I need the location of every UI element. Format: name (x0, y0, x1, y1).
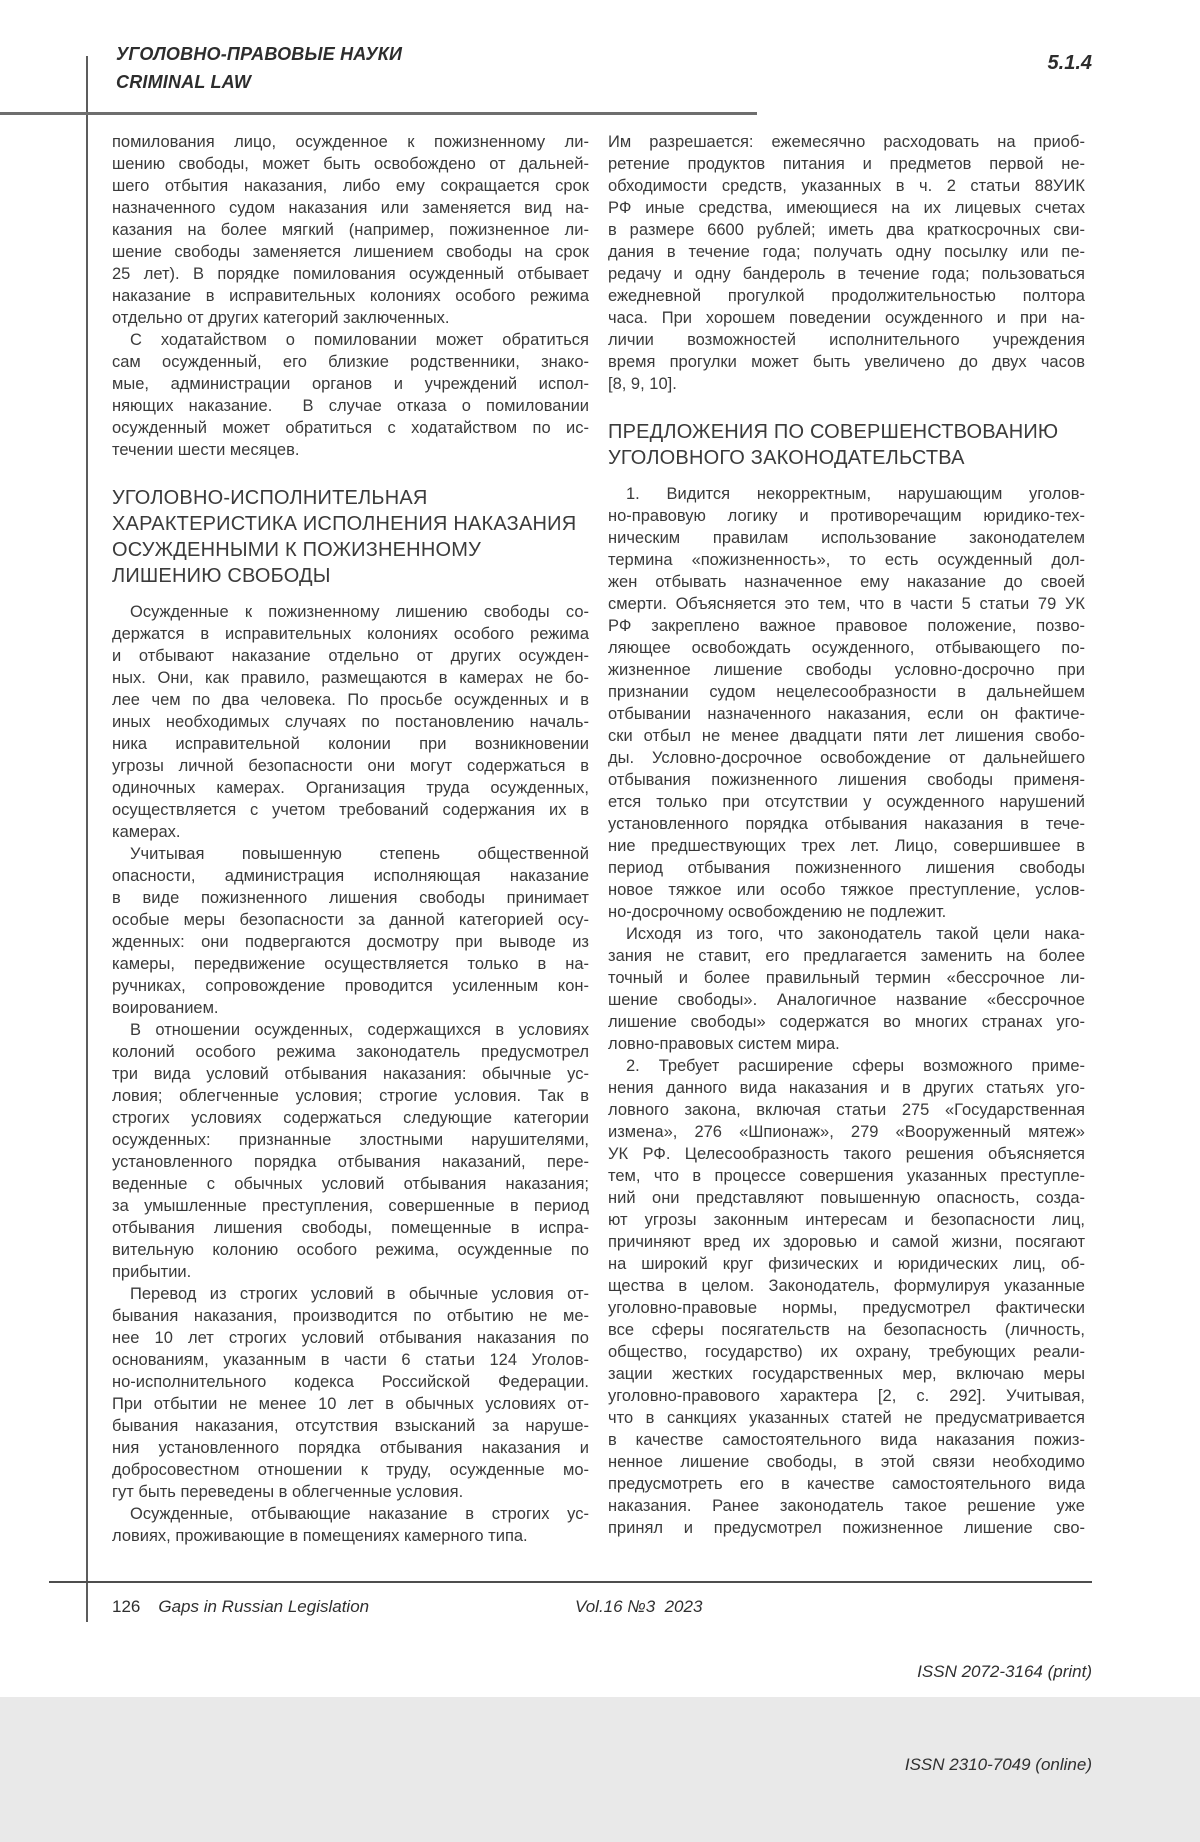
text-line: предусмотреть его в качестве самостоятельного вида (608, 1475, 1085, 1493)
paragraph (112, 1019, 589, 1283)
footer-divider-rule (49, 1581, 1092, 1583)
running-head (116, 40, 402, 96)
text-line: 1. Видится некорректным, нарушающим уголов- (626, 485, 1085, 503)
left-margin-rule (86, 56, 88, 1622)
text-line: ний они представляют повышенную опасность, созда- (608, 1189, 1085, 1207)
paragraph (608, 131, 1085, 395)
text-line: но-досрочному освобождению не подлежит. (608, 903, 947, 921)
text-line: ных. Они, как правило, размещаются в камерах не бо- (112, 669, 589, 687)
text-line: ненное лишение свободы, в этой связи необходимо (608, 1453, 1085, 1471)
text-line: признании судом нецелесообразности в дальнейшем (608, 683, 1085, 701)
text-line: няющих наказание. В случае отказа о помиловании (112, 397, 589, 415)
text-line: шего отбытия наказания, либо ему сокращается срок (112, 177, 589, 195)
text-line: 2. Требует расширение сферы возможного приме- (626, 1057, 1085, 1075)
text-line: нения данного вида наказания и в других статьях уго- (608, 1079, 1085, 1097)
text-line: одиночных камерах. Организация труда осужденных, (112, 779, 589, 797)
text-line: Осужденные к пожизненному лишению свободы со- (130, 603, 589, 621)
paragraph (608, 923, 1085, 1055)
text-line: Им разрешается: ежемесячно расходовать на приоб- (608, 133, 1085, 151)
text-line: жизненное лишение свободы условно-досрочно при (608, 661, 1085, 679)
text-line: ежедневной прогулкой продолжительностью полтора (608, 287, 1085, 305)
paragraph (112, 131, 589, 329)
journal-title: Gaps in Russian Legislation (158, 1597, 370, 1616)
text-line: щества в целом. Законодатель, формулируя указанные (608, 1277, 1085, 1295)
text-line: РФ иные средства, имеющиеся на их лицевых счетах (608, 199, 1085, 217)
text-line: все сферы посягательств на безопасность (личность, (608, 1321, 1085, 1339)
text-line: помилования лицо, осужденное к пожизненному ли- (112, 133, 589, 151)
text-line: Учитывая повышенную степень общественной (130, 845, 589, 863)
paragraph (608, 483, 1085, 923)
text-line: осужденных: признанные злостными нарушителями, (112, 1131, 589, 1149)
text-line: УК РФ. Целесообразность такого решения объясняется (608, 1145, 1085, 1163)
heading-line: УГОЛОВНОГО ЗАКОНОДАТЕЛЬСТВА (608, 447, 965, 469)
text-line: ловиях, проживающие в помещениях камерного типа. (112, 1527, 528, 1545)
text-line: прибытии. (112, 1263, 192, 1281)
text-line: опасности, администрация исполняющая наказание (112, 867, 589, 885)
text-line: но-правовую логику и противоречащим юридико-тех- (608, 507, 1085, 525)
issn-block (905, 1594, 1092, 1842)
text-line: шению свободы, может быть освобождено от дальней- (112, 155, 589, 173)
text-line: С ходатайством о помиловании может обратиться (130, 331, 589, 349)
text-line: новое тяжкое или особо тяжкое преступление, услов- (608, 881, 1085, 899)
text-line: камеры, передвижение осуществляется только в на- (112, 955, 589, 973)
text-line: В отношении осужденных, содержащихся в условиях (130, 1021, 589, 1039)
paragraph (112, 329, 589, 461)
text-line: уголовно-правовые нормы, предусмотрел фактически (608, 1299, 1085, 1317)
text-line: термина «пожизненность», то есть осужденный дол- (608, 551, 1085, 569)
paragraph (112, 843, 589, 1019)
column-right (608, 131, 1085, 1539)
text-line: ния установленного порядка отбывания наказания и (112, 1439, 589, 1457)
text-line: нее 10 лет строгих условий отбывания наказания по (112, 1329, 589, 1347)
text-line: отбывании назначенного наказания, если он фактиче- (608, 705, 1085, 723)
text-line: ника исправительной колонии при возникновении (112, 735, 589, 753)
text-line: личии возможностей исполнительного учреждения (608, 331, 1085, 349)
text-line: смерти. Объясняется это тем, что в части 5 статьи 79 УК (608, 595, 1085, 613)
text-line: лишение свободы» содержатся во многих странах уго- (608, 1013, 1085, 1031)
text-line: в виде пожизненного лишения свободы принимает (112, 889, 589, 907)
heading-line: УГОЛОВНО-ИСПОЛНИТЕЛЬНАЯ (112, 487, 428, 509)
text-line: угрозы личной безопасности они могут содержаться в (112, 757, 589, 775)
text-line: часа. При хорошем поведении осужденного и при на- (608, 309, 1085, 327)
text-line: осужденный может обратиться с ходатайством по ис- (112, 419, 589, 437)
heading-line: ПРЕДЛОЖЕНИЯ ПО СОВЕРШЕНСТВОВАНИЮ (608, 421, 1059, 443)
text-line: наказания. Ранее законодатель такое решение уже (608, 1497, 1085, 1515)
text-line: осуществляется с учетом требований содержания их в (112, 801, 589, 819)
page-number: 126 (112, 1597, 141, 1616)
text-line: ние предшествующих трех лет. Лицо, совершившее в (608, 837, 1085, 855)
text-line: жденных: они подвергаются досмотру при выводе из (112, 933, 589, 951)
text-line: тем, что в процессе совершения указанных преступле- (608, 1167, 1085, 1185)
text-line: редачу и одну бандероль в течение года; пользоваться (608, 265, 1085, 283)
text-line: на широкий круг физических и юридических лиц, об- (608, 1255, 1085, 1273)
text-line: но-исполнительного кодекса Российской Федерации. (112, 1373, 589, 1391)
paragraph (112, 1503, 589, 1547)
text-line: отдельно от других категорий заключенных. (112, 309, 450, 327)
text-line: назначенного судом наказания или заменяется вид на- (112, 199, 589, 217)
header-divider-rule (0, 112, 757, 115)
text-line: принял и предусмотрел пожизненное лишение сво- (608, 1519, 1085, 1537)
text-line: веденные с обычных условий отбывания наказания; (112, 1175, 589, 1193)
text-line: жен отбывать назначенное ему наказание до своей (608, 573, 1085, 591)
text-line: ручниках, сопровождение проводится усиленным кон- (112, 977, 589, 995)
text-line: строгих условиях содержаться следующие категории (112, 1109, 589, 1127)
heading-line: ЛИШЕНИЮ СВОБОДЫ (112, 565, 331, 587)
text-line: Исходя из того, что законодатель такой цели нака- (626, 925, 1085, 943)
text-line: основаниям, указанным в части 6 статьи 124 Уголов- (112, 1351, 589, 1369)
paragraph (608, 1055, 1085, 1539)
text-line: бывания наказания, производится по отбытию не ме- (112, 1307, 589, 1325)
paragraph (112, 1283, 589, 1503)
text-line: ды. Условно-досрочное освобождение от дальнейшего (608, 749, 1085, 767)
running-head-ru: УГОЛОВНО-ПРАВОВЫЕ НАУКИ (116, 44, 403, 64)
text-line: казания на более мягкий (например, пожизненное ли- (112, 221, 589, 239)
text-line: Осужденные, отбывающие наказание в строгих ус- (130, 1505, 589, 1523)
text-line: Перевод из строгих условий в обычные условия от- (130, 1285, 589, 1303)
text-line: ется только при отсутствии у осужденного нарушений (608, 793, 1085, 811)
text-line: ловия; облегченные условия; строгие условия. Так в (112, 1087, 589, 1105)
text-line: [8, 9, 10]. (608, 375, 677, 393)
text-line: измена», 276 «Шпионаж», 279 «Вооруженный мятеж» (608, 1123, 1085, 1141)
text-line: иных необходимых случаях по постановлению началь- (112, 713, 589, 731)
text-line: ретение продуктов питания и предметов первой не- (608, 155, 1085, 173)
text-line: общество, государство) их охрану, требующих реали- (608, 1343, 1085, 1361)
text-line: время прогулки может быть увеличено до двух часов (608, 353, 1085, 371)
text-line: причиняют вред их здоровью и самой жизни, посягают (608, 1233, 1085, 1251)
text-line: лее чем по два человека. По просьбе осужденных и в (112, 691, 589, 709)
text-line: добросовестном отношении к труду, осужденные мо- (112, 1461, 589, 1479)
text-line: течении шести месяцев. (112, 441, 300, 459)
heading-line: ОСУЖДЕННЫМИ К ПОЖИЗНЕННОМУ (112, 539, 481, 561)
text-line: держатся в исправительных колониях особого режима (112, 625, 589, 643)
text-line: три вида условий отбывания наказания: обычные ус- (112, 1065, 589, 1083)
text-line: сам осужденный, его близкие родственники, знако- (112, 353, 589, 371)
text-line: ническим правилам использование законодателем (608, 529, 1085, 547)
text-line: шение свободы». Аналогичное название «бессрочное (608, 991, 1085, 1009)
text-line: особые меры безопасности за данной категорией осу- (112, 911, 589, 929)
text-line: воированием. (112, 999, 219, 1017)
footer-left (112, 1597, 369, 1617)
text-line: 25 лет). В порядке помилования осужденный отбывает (112, 265, 589, 283)
text-line: зации жестких государственных мер, включаю меры (608, 1365, 1085, 1383)
text-line: ляющее освобождать осужденного, отбывающего по- (608, 639, 1085, 657)
text-line: в размере 6600 рублей; иметь два краткосрочных сви- (608, 221, 1085, 239)
section-heading (112, 485, 589, 589)
text-line: период отбывания пожизненного лишения свободы (608, 859, 1085, 877)
running-head-en: CRIMINAL LAW (116, 72, 252, 92)
volume-issue: Vol.16 №3 2023 (575, 1597, 703, 1616)
text-line: шение свободы заменяется лишением свободы на срок (112, 243, 589, 261)
text-line: колоний особого режима законодатель предусмотрел (112, 1043, 589, 1061)
text-line: уголовно-правового характера [2, с. 292]. Учитывая, (608, 1387, 1085, 1405)
heading-line: ХАРАКТЕРИСТИКА ИСПОЛНЕНИЯ НАКАЗАНИЯ (112, 513, 577, 535)
text-line: зания не ставит, его предлагается заменить на более (608, 947, 1085, 965)
text-line: обходимости средств, указанных в ч. 2 статьи 88УИК (608, 177, 1085, 195)
text-line: При отбытии не менее 10 лет в обычных условиях от- (112, 1395, 589, 1413)
text-line: ловно-правовых систем мира. (608, 1035, 840, 1053)
text-line: камерах. (112, 823, 181, 841)
text-line: что в санкциях указанных статей не предусматривается (608, 1409, 1085, 1427)
text-line: мые, администрации органов и учреждений испол- (112, 375, 589, 393)
text-line: ловного закона, включая статьи 275 «Государственная (608, 1101, 1085, 1119)
classifier-code: 5.1.4 (1047, 52, 1092, 74)
text-line: за умышленные преступления, совершенные в период (112, 1197, 589, 1215)
text-line: наказание в исправительных колониях особого режима (112, 287, 589, 305)
issn-print: ISSN 2072-3164 (print) (917, 1662, 1092, 1681)
text-line: в качестве самостоятельного вида наказания пожиз- (608, 1431, 1085, 1449)
text-line: гут быть переведены в облегченные условия. (112, 1483, 464, 1501)
text-line: точный и более правильный термин «бессрочное ли- (608, 969, 1085, 987)
text-line: бывания наказания, отсутствия взысканий за наруше- (112, 1417, 589, 1435)
text-line: вительную колонию особого режима, осужденные по (112, 1241, 589, 1259)
section-heading (608, 419, 1085, 471)
text-line: ски отбыл не менее двадцати пяти лет лишения свобо- (608, 727, 1085, 745)
text-line: отбывания пожизненного лишения свободы применя- (608, 771, 1085, 789)
text-line: дания в течение года; получать одну посылку или пе- (608, 243, 1085, 261)
text-line: РФ закреплено важное правовое положение, позво- (608, 617, 1085, 635)
text-line: установленного порядка отбывания наказания в тече- (608, 815, 1085, 833)
text-line: установленного порядка отбывания наказаний, пере- (112, 1153, 589, 1171)
column-left (112, 131, 589, 1547)
text-line: отбывания лишения свободы, помещенные в испра- (112, 1219, 589, 1237)
issn-online: ISSN 2310-7049 (online) (904, 1755, 1092, 1774)
text-line: ют угрозы законным интересам и безопасности лиц, (608, 1211, 1085, 1229)
text-line: и отбывают наказание отдельно от других осужден- (112, 647, 589, 665)
paragraph (112, 601, 589, 843)
